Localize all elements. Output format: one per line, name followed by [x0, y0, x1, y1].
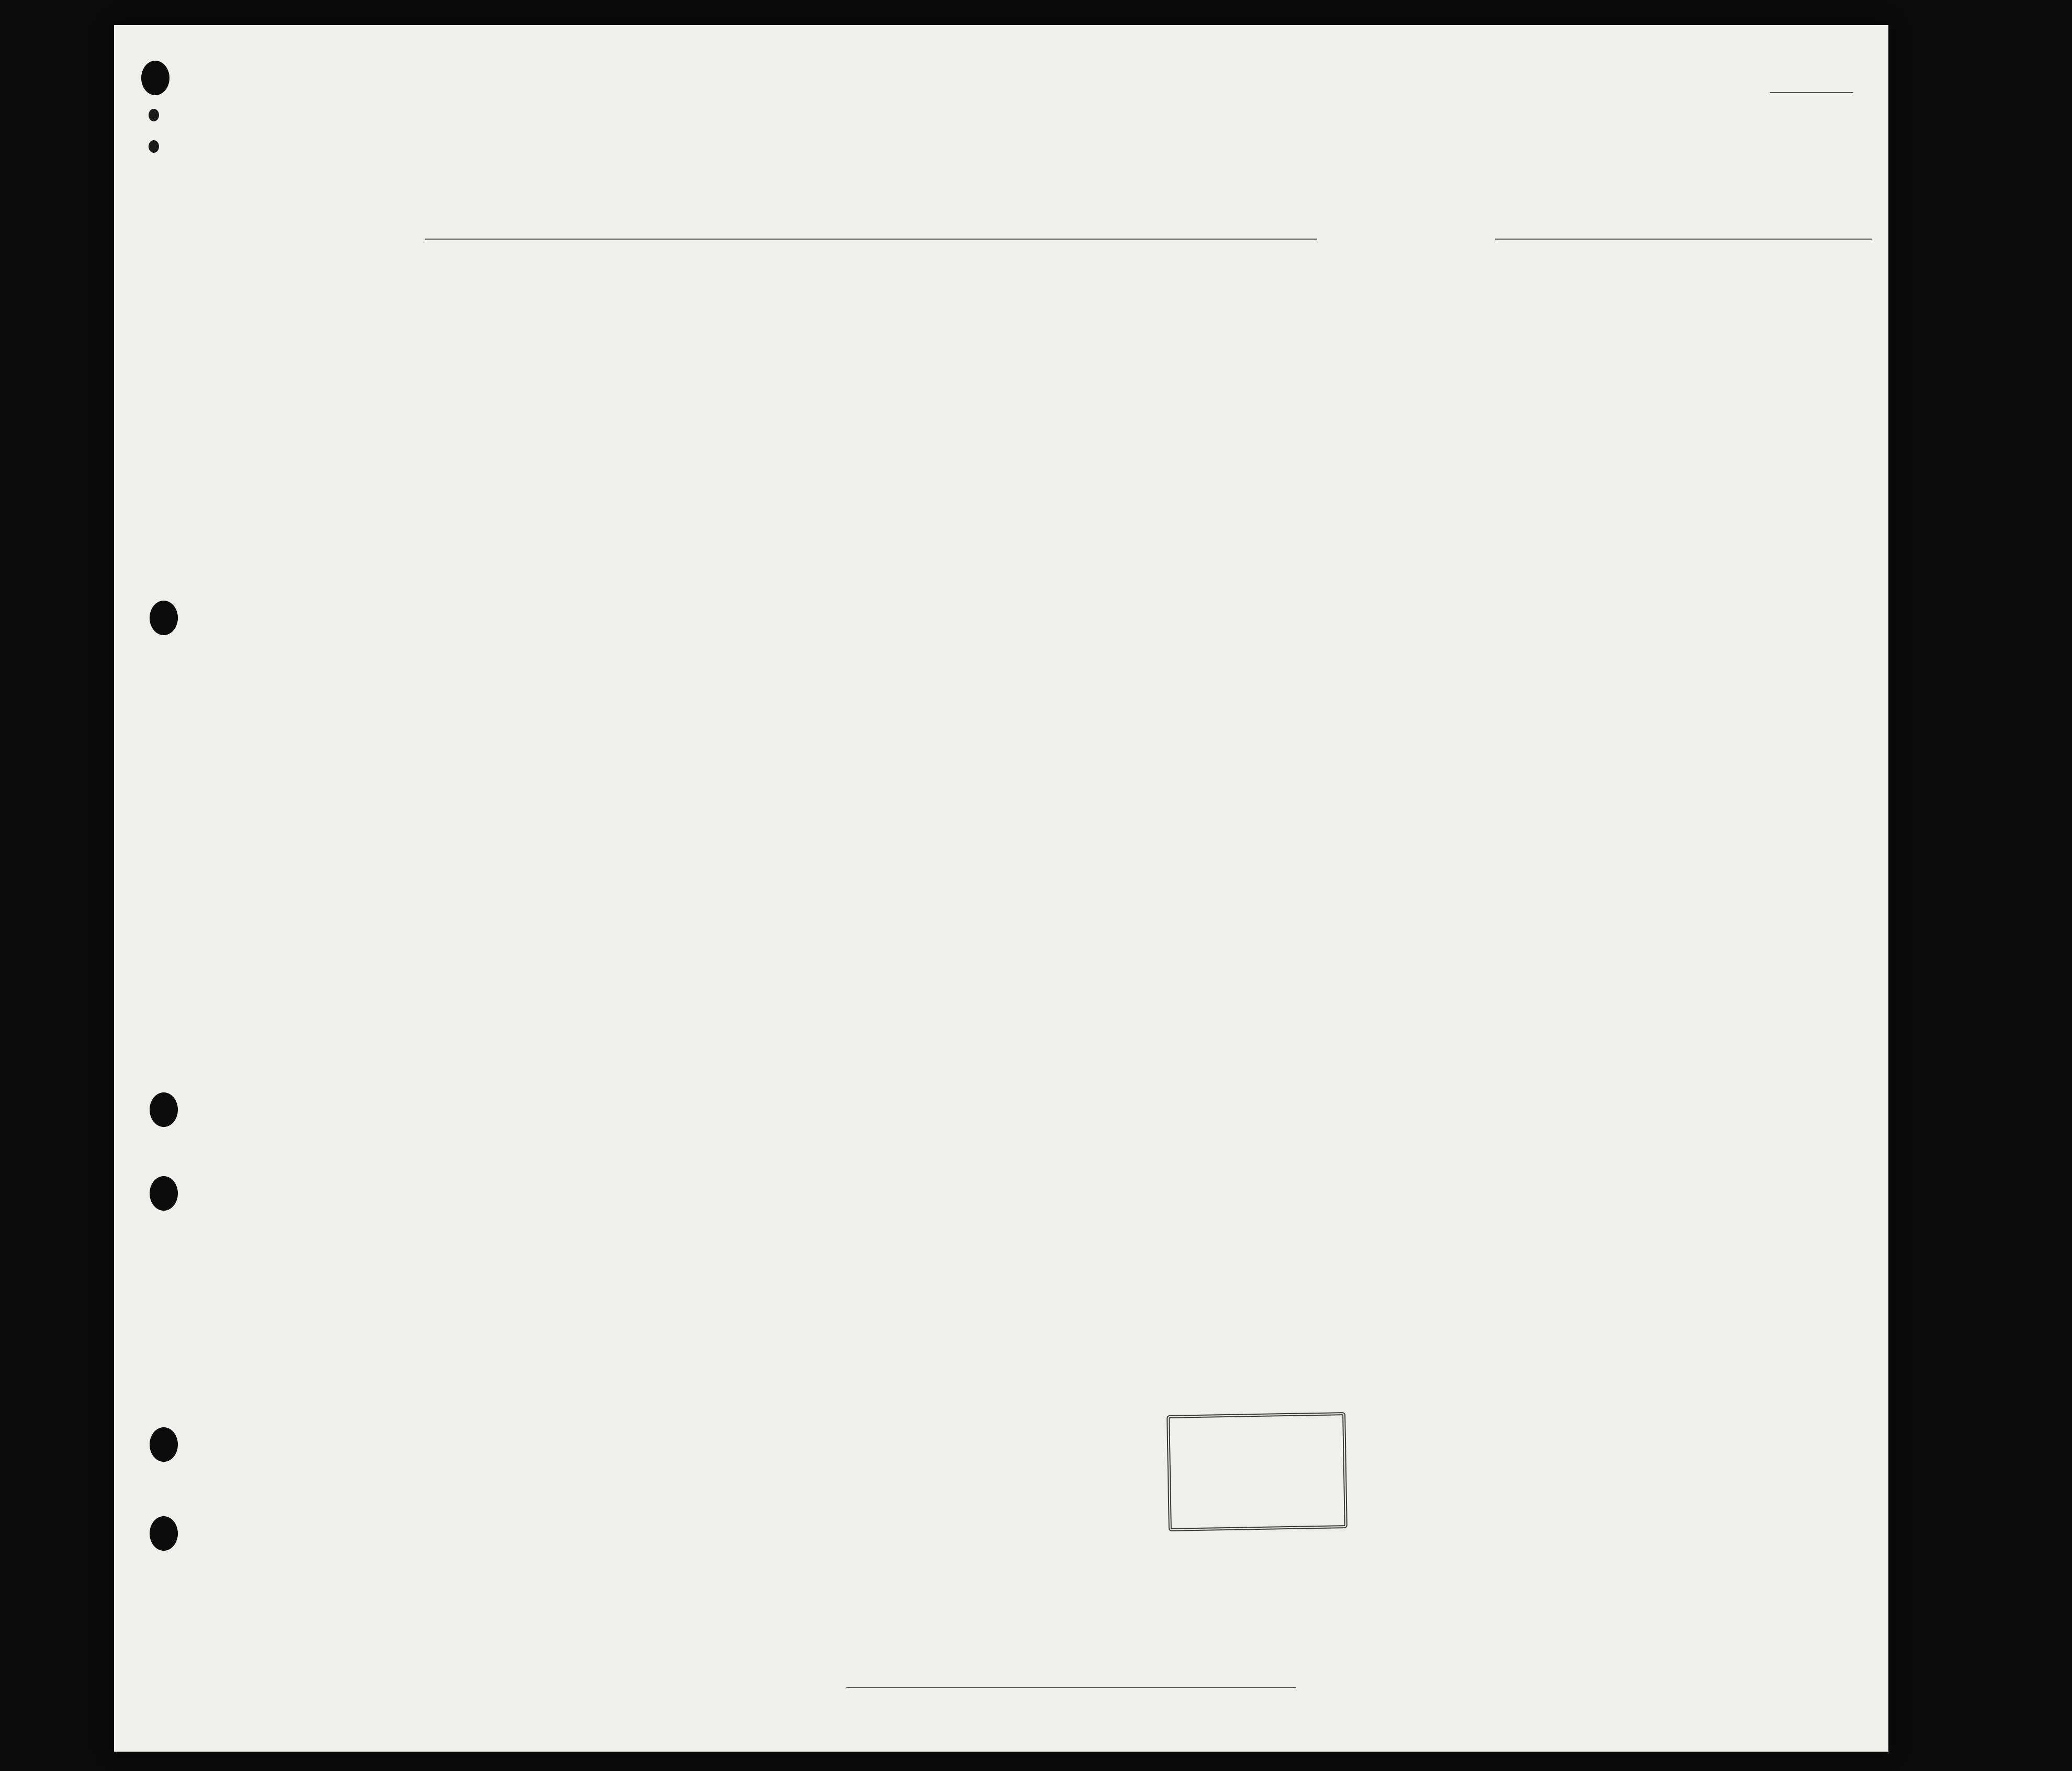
office-stamp — [1167, 1412, 1348, 1531]
stamp-line-3 — [1170, 1420, 1342, 1424]
manifest-sheet — [114, 25, 1888, 1752]
crew-table — [114, 25, 1888, 1752]
signature-underline — [846, 1687, 1296, 1688]
stamp-line-4 — [1170, 1420, 1342, 1424]
stamp-line-2 — [1170, 1420, 1342, 1424]
stamp-line-1 — [1170, 1420, 1342, 1424]
